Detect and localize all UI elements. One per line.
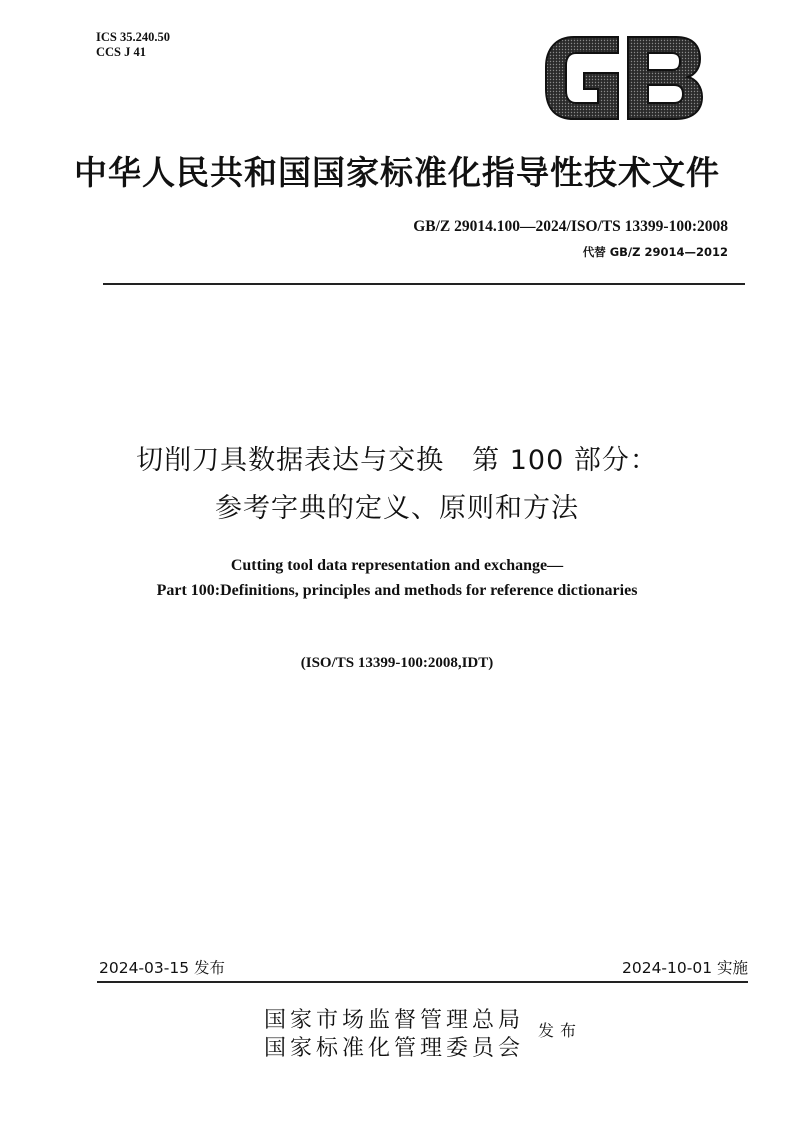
classification-block <box>96 30 170 60</box>
top-divider <box>103 283 745 285</box>
issue-date: 2024-03-15 发布 <box>99 959 226 977</box>
title-en-line1: Cutting tool data representation and exchange— <box>230 557 564 574</box>
document-type-heading: 中华人民共和国国家标准化指导性技术文件 <box>74 153 720 192</box>
gb-logo <box>540 33 706 123</box>
title-cn-line2: 参考字典的定义、原则和方法 <box>215 493 579 524</box>
issuer-line1: 国家市场监督管理总局 <box>264 1008 525 1033</box>
standard-number: GB/Z 29014.100—2024/ISO/TS 13399-100:2008 <box>413 218 728 235</box>
title-en-line2: Part 100:Definitions, principles and methods for reference dictionaries <box>156 582 638 599</box>
title-cn-line1: 切削刀具数据表达与交换 第 100 部分： <box>136 445 658 476</box>
ics-code: ICS 35.240.50 <box>96 30 170 44</box>
implementation-date: 2024-10-01 实施 <box>621 959 748 977</box>
ccs-code: CCS J 41 <box>96 45 147 59</box>
issuer-line2: 国家标准化管理委员会 <box>264 1036 525 1061</box>
equivalence-note: (ISO/TS 13399-100:2008,IDT) <box>300 655 494 671</box>
replaces-note: 代替 GB/Z 29014—2012 <box>582 245 728 259</box>
bottom-divider <box>97 981 748 983</box>
publish-label: 发布 <box>538 1021 583 1040</box>
